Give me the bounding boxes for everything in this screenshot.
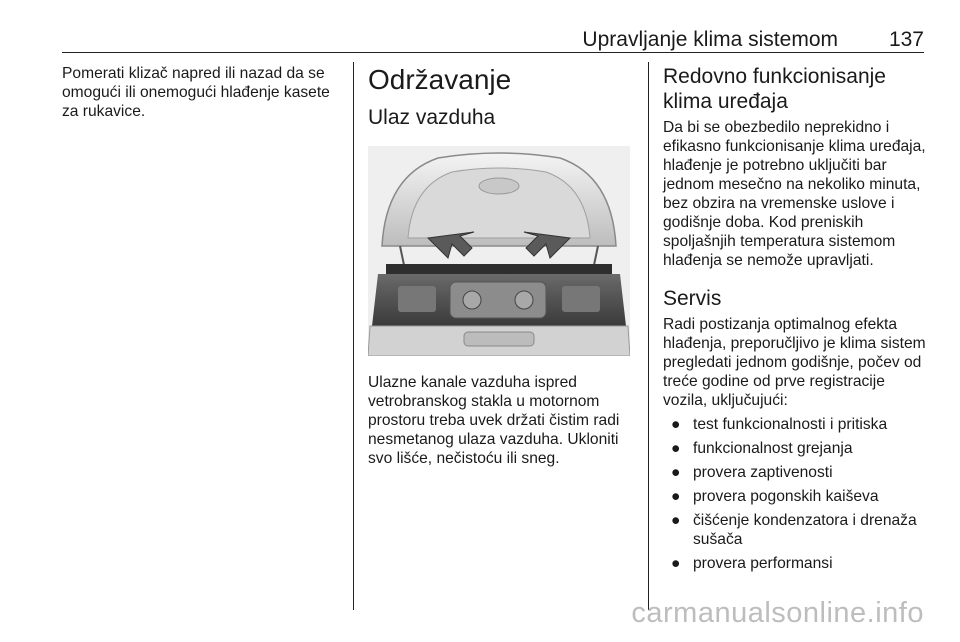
column-middle	[368, 64, 634, 468]
page-header	[62, 22, 924, 53]
watermark: carmanualsonline.info	[631, 597, 924, 629]
list-item: ● provera zaptivenosti	[671, 464, 833, 481]
bullet-icon: ●	[671, 464, 681, 481]
subsection-title: Ulaz vazduha	[368, 106, 496, 129]
service-checklist	[663, 415, 929, 573]
page-number: 137	[888, 28, 924, 51]
servis-heading: Servis	[663, 287, 722, 310]
list-item: ● provera pogonskih kaiševa	[671, 488, 879, 505]
regular-operation-heading	[663, 64, 929, 114]
regular-operation-paragraph: Da bi se obezbedilo neprekidno i efikasno funkcionisanje klima uređaja, hlađenje je potrebno uključiti bar jednom mesečno na nekoliko minuta, bez obzira na vremenske uslove i godišnje doba. Kod preniskih spoljašnjih temperatura sistemom hlađenja se nemože upravljati.	[663, 119, 926, 269]
heading-line-1: Redovno funkcionisanje	[663, 65, 886, 88]
glovebox-cooling-paragraph: Pomerati klizač napred ili nazad da se omogući ili onemogući hlađenje kasete za rukavice.	[62, 65, 330, 120]
air-inlet-paragraph: Ulazne kanale vazduha ispred vetrobranskog stakla u motornom prostoru treba uvek držati čistim radi nesmetanog ulaza vazduha. Ukloniti svo lišće, nečistoću ili sneg.	[368, 374, 620, 467]
bullet-icon: ●	[671, 488, 681, 505]
column-divider-1	[353, 62, 354, 610]
running-header-title: Upravljanje klima sistemom	[582, 28, 838, 51]
bullet-icon: ●	[671, 416, 681, 433]
heading-line-2: klima uređaja	[663, 90, 788, 113]
servis-paragraph: Radi postizanja optimalnog efekta hlađenja, preporučljivo je klima sistem pregledati jednom godišnje, počev od treće godine od prve registracije vozila, uključujući:	[663, 316, 926, 409]
list-item: ● test funkcionalnosti i pritiska	[671, 416, 888, 433]
engine-bay-icon	[368, 146, 630, 356]
bullet-icon: ●	[671, 555, 681, 572]
list-item: ● čišćenje kondenzatora i drenaža sušača	[671, 512, 917, 548]
column-divider-2	[648, 62, 649, 610]
column-left	[62, 64, 347, 121]
section-title: Održavanje	[368, 64, 512, 95]
column-right	[663, 64, 929, 578]
list-item: ● provera performansi	[671, 555, 833, 572]
car-hood-air-inlet-illustration	[368, 146, 630, 356]
bullet-icon: ●	[671, 440, 681, 457]
bullet-icon: ●	[671, 512, 681, 529]
list-item: ● funkcionalnost grejanja	[671, 440, 853, 457]
